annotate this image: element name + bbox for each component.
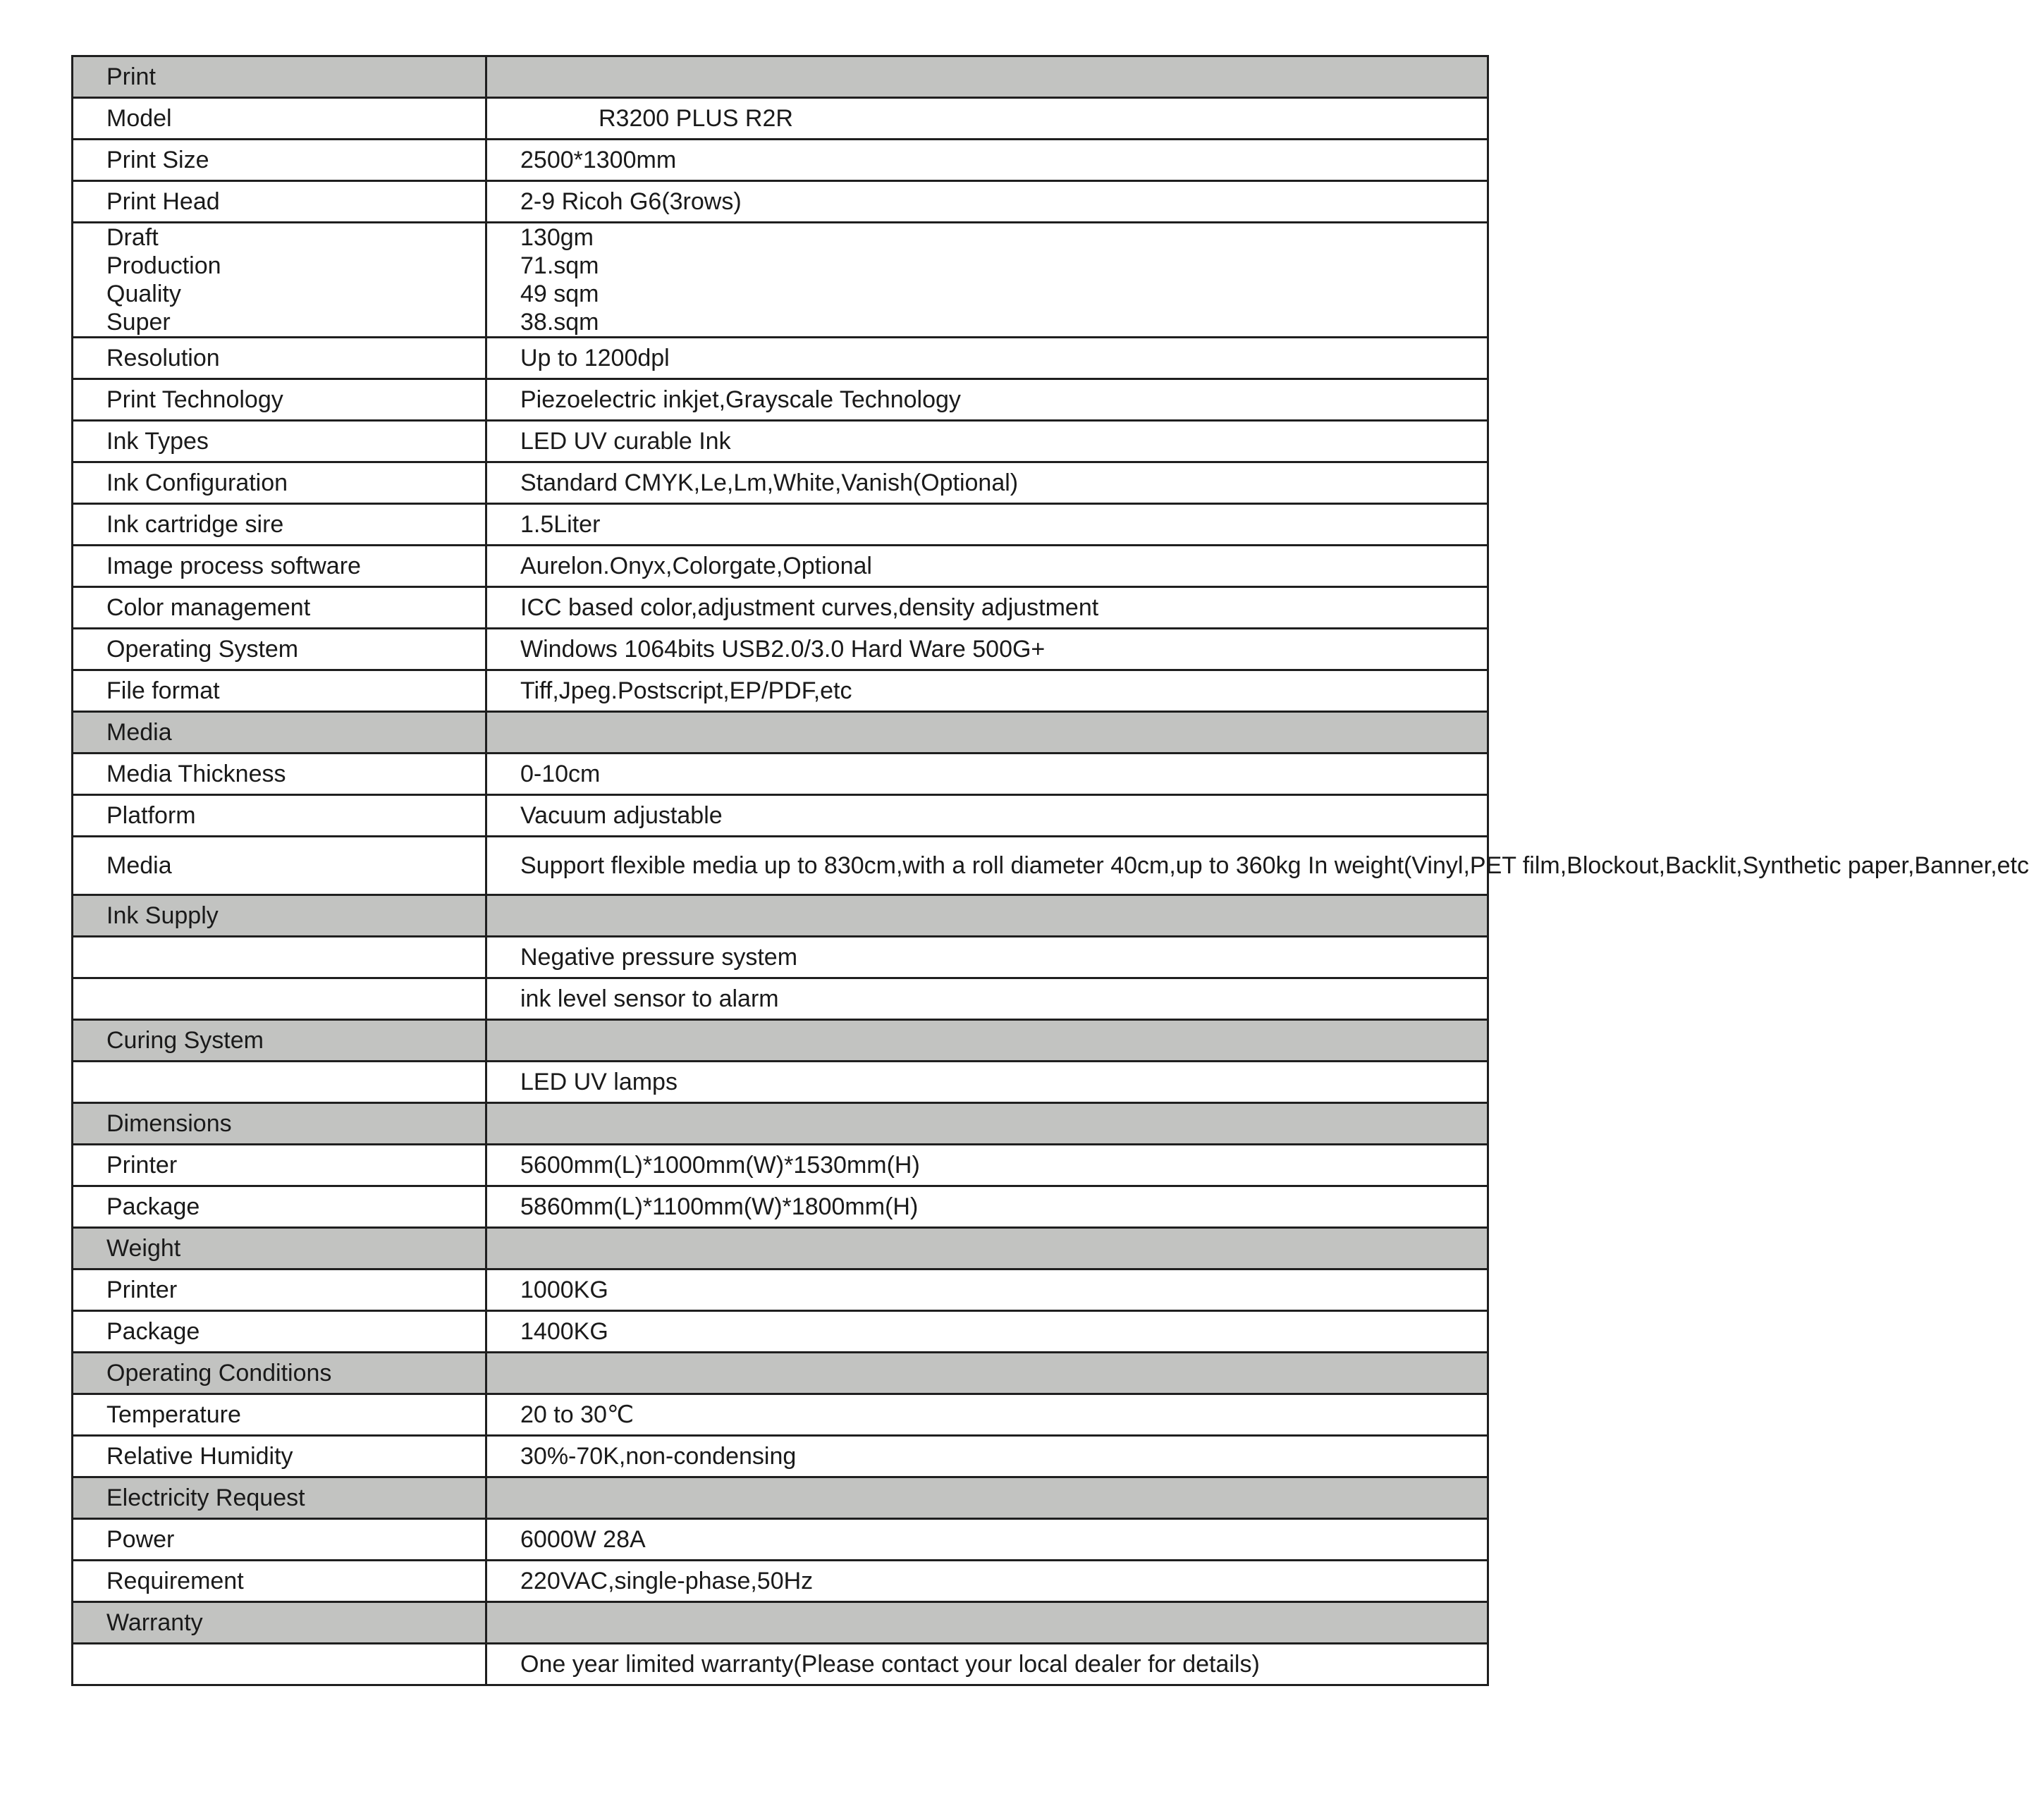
row-value: 30%-70K,non-condensing <box>486 1436 1488 1477</box>
row-value: ICC based color,adjustment curves,density adjustment <box>486 587 1488 629</box>
table-row <box>73 504 1488 546</box>
row-label: Print Technology <box>73 379 486 421</box>
table-row <box>73 181 1488 223</box>
table-row <box>73 587 1488 629</box>
section-header-media <box>73 712 1488 754</box>
mode-label: Draft <box>106 224 159 251</box>
row-label: Image process software <box>73 546 486 587</box>
row-value: Negative pressure system <box>486 937 1488 978</box>
row-value: One year limited warranty(Please contact your local dealer for details) <box>486 1644 1488 1685</box>
row-value: LED UV curable Ink <box>486 421 1488 462</box>
row-value: ink level sensor to alarm <box>486 978 1488 1020</box>
row-value: Standard CMYK,Le,Lm,White,Vanish(Optional) <box>486 462 1488 504</box>
row-value: 1.5Liter <box>486 504 1488 546</box>
table-row <box>73 1436 1488 1477</box>
row-value: Vacuum adjustable <box>486 795 1488 837</box>
row-label <box>73 1062 486 1103</box>
row-value: Up to 1200dpl <box>486 338 1488 379</box>
table-row <box>73 1062 1488 1103</box>
section-title: Dimensions <box>73 1103 486 1145</box>
row-label: Printer <box>73 1145 486 1186</box>
section-title: Media <box>73 712 486 754</box>
table-row <box>73 338 1488 379</box>
section-empty-cell <box>486 1353 1488 1394</box>
section-empty-cell <box>486 56 1488 98</box>
table-row <box>73 978 1488 1020</box>
table-row <box>73 1269 1488 1311</box>
row-value: Tiff,Jpeg.Postscript,EP/PDF,etc <box>486 670 1488 712</box>
section-header-operating-conditions <box>73 1353 1488 1394</box>
row-value: 2500*1300mm <box>486 140 1488 181</box>
mode-label: Super <box>106 309 171 336</box>
table-row <box>73 1394 1488 1436</box>
section-header-weight <box>73 1228 1488 1269</box>
row-value: 6000W 28A <box>486 1519 1488 1561</box>
row-label: Relative Humidity <box>73 1436 486 1477</box>
row-value: LED UV lamps <box>486 1062 1488 1103</box>
section-header-dimensions <box>73 1103 1488 1145</box>
row-value: Piezoelectric inkjet,Grayscale Technology <box>486 379 1488 421</box>
section-title: Weight <box>73 1228 486 1269</box>
table-row <box>73 1519 1488 1561</box>
row-label: Package <box>73 1186 486 1228</box>
row-value: 1000KG <box>486 1269 1488 1311</box>
row-label: Power <box>73 1519 486 1561</box>
row-label: File format <box>73 670 486 712</box>
table-row <box>73 670 1488 712</box>
table-row <box>73 546 1488 587</box>
table-row <box>73 1561 1488 1602</box>
section-header-ink-supply <box>73 895 1488 937</box>
section-empty-cell <box>486 895 1488 937</box>
row-label: Resolution <box>73 338 486 379</box>
row-value: 1400KG <box>486 1311 1488 1353</box>
row-value-multi <box>486 837 2029 895</box>
row-label-multi <box>73 223 486 338</box>
table-row <box>73 795 1488 837</box>
section-title: Electricity Request <box>73 1477 486 1519</box>
row-value: 2-9 Ricoh G6(3rows) <box>486 181 1488 223</box>
section-empty-cell <box>486 1602 1488 1644</box>
row-label: Media <box>73 837 486 895</box>
row-value: 5860mm(L)*1100mm(W)*1800mm(H) <box>486 1186 1488 1228</box>
row-label: Ink cartridge sire <box>73 504 486 546</box>
section-header-electricity-request <box>73 1477 1488 1519</box>
media-value-line: Support flexible media up to 830cm,with a roll diameter 40cm,up to 360kg <box>520 852 1301 879</box>
mode-value: 38.sqm <box>520 309 599 336</box>
row-label: Model <box>73 98 486 140</box>
table-row <box>73 140 1488 181</box>
row-value: 220VAC,single-phase,50Hz <box>486 1561 1488 1602</box>
spec-table <box>71 55 2029 1686</box>
media-value-line: In weight(Vinyl,PET film,Blockout,Backlit,Synthetic paper,Banner,etc <box>1307 852 2029 879</box>
row-label: Requirement <box>73 1561 486 1602</box>
mode-label: Production <box>106 252 221 279</box>
section-empty-cell <box>486 1228 1488 1269</box>
table-row <box>73 1311 1488 1353</box>
table-row <box>73 379 1488 421</box>
table-row <box>73 1145 1488 1186</box>
row-label: Platform <box>73 795 486 837</box>
row-label <box>73 978 486 1020</box>
row-label: Ink Types <box>73 421 486 462</box>
row-value: 5600mm(L)*1000mm(W)*1530mm(H) <box>486 1145 1488 1186</box>
section-title: Curing System <box>73 1020 486 1062</box>
table-row-print-modes <box>73 223 1488 338</box>
row-label <box>73 1644 486 1685</box>
row-label: Operating System <box>73 629 486 670</box>
table-row <box>73 1186 1488 1228</box>
section-title: Operating Conditions <box>73 1353 486 1394</box>
mode-value: 130gm <box>520 224 594 251</box>
row-label: Printer <box>73 1269 486 1311</box>
row-label: Print Head <box>73 181 486 223</box>
table-row <box>73 937 1488 978</box>
section-title: Print <box>73 56 486 98</box>
section-empty-cell <box>486 1477 1488 1519</box>
row-value: 20 to 30℃ <box>486 1394 1488 1436</box>
table-row <box>73 1644 1488 1685</box>
section-header-warranty <box>73 1602 1488 1644</box>
table-row <box>73 462 1488 504</box>
table-row <box>73 629 1488 670</box>
section-header-print <box>73 56 1488 98</box>
mode-value: 71.sqm <box>520 252 599 279</box>
row-value: 0-10cm <box>486 754 1488 795</box>
section-empty-cell <box>486 1020 1488 1062</box>
row-label: Color management <box>73 587 486 629</box>
table-row-media <box>73 837 1488 895</box>
row-label: Temperature <box>73 1394 486 1436</box>
row-label <box>73 937 486 978</box>
section-header-curing-system <box>73 1020 1488 1062</box>
row-value-multi <box>486 223 1488 338</box>
table-row <box>73 754 1488 795</box>
row-value: Aurelon.Onyx,Colorgate,Optional <box>486 546 1488 587</box>
mode-value: 49 sqm <box>520 281 599 307</box>
row-value: Windows 1064bits USB2.0/3.0 Hard Ware 500G+ <box>486 629 1488 670</box>
section-empty-cell <box>486 712 1488 754</box>
row-label: Print Size <box>73 140 486 181</box>
row-value: R3200 PLUS R2R <box>486 98 1488 140</box>
row-label: Package <box>73 1311 486 1353</box>
table-row <box>73 98 1488 140</box>
table-row <box>73 421 1488 462</box>
section-empty-cell <box>486 1103 1488 1145</box>
mode-label: Quality <box>106 281 181 307</box>
section-title: Ink Supply <box>73 895 486 937</box>
section-title: Warranty <box>73 1602 486 1644</box>
row-label: Media Thickness <box>73 754 486 795</box>
row-label: Ink Configuration <box>73 462 486 504</box>
